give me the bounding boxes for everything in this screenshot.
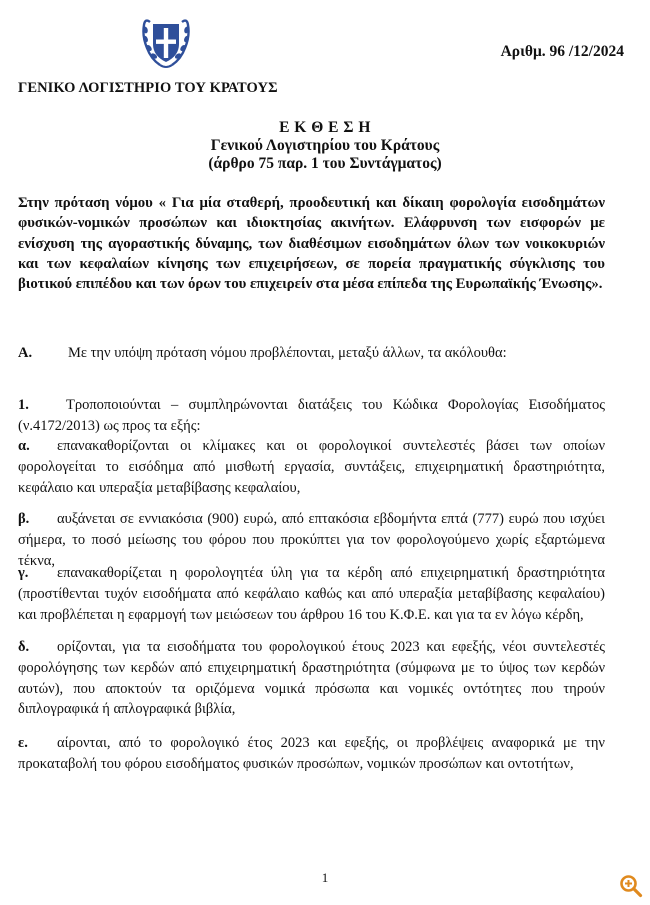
item-1-marker: 1. bbox=[18, 397, 29, 413]
page-number: 1 bbox=[321, 870, 329, 885]
report-title-block bbox=[0, 119, 650, 173]
list-item-marker: γ. bbox=[18, 565, 29, 581]
item-1-text: Τροποποιούνται – συμπληρώνονται διατάξεις του Κώδικα Φορολογίας Εισοδήματος (ν.4172/2013) ως προς τα εξής: bbox=[18, 397, 605, 434]
list-item-gamma bbox=[18, 563, 605, 625]
list-item-marker: α. bbox=[18, 438, 30, 454]
list-item-marker: β. bbox=[18, 511, 30, 527]
list-item-marker: δ. bbox=[18, 639, 30, 655]
agency-name: ΓΕΝΙΚΟ ΛΟΓΙΣΤΗΡΙΟ ΤΟΥ ΚΡΑΤΟΥΣ bbox=[18, 80, 278, 96]
list-item-text: αίρονται, από το φορολογικό έτος 2023 και εφεξής, οι προβλέψεις αναφορικά με την προκαταβολή του φόρου εισοδήματος φυσικών προσώπων, νομικών προσώπων και οντοτήτων, bbox=[18, 735, 605, 772]
section-a-marker: Α. bbox=[18, 345, 33, 361]
reference-number: Αριθμ. 96 /12/2024 bbox=[500, 43, 624, 60]
list-item-marker: ε. bbox=[18, 735, 28, 751]
list-item-text: επανακαθορίζονται οι κλίμακες και οι φορολογικοί συντελεστές βάσει των οποίων φορολογείται το εισόδημα από μισθωτή εργασία, συντάξεις, επιχειρηματική δραστηριότητα, κεφάλαιο και υπεραξία μεταβίβασης κεφαλαίου, bbox=[18, 438, 605, 496]
report-subtitle: Γενικού Λογιστηρίου του Κράτους bbox=[210, 137, 440, 154]
list-item-alpha bbox=[18, 436, 605, 498]
list-item-text: επανακαθορίζεται η φορολογητέα ύλη για τα κέρδη από επιχειρηματική δραστηριότητα (προστίθενται τυχόν εισοδήματα από κεφάλαιο καθώς και από υπεραξία μεταβίβασης κεφαλαίου) και προβλέπεται η εφαρμογή των μειώσεων του άρθρου 16 του Κ.Φ.Ε. και για τα εν λόγω κέρδη, bbox=[18, 565, 605, 623]
constitution-article-reference: (άρθρο 75 παρ. 1 του Συντάγματος) bbox=[208, 155, 442, 172]
item-1 bbox=[18, 395, 605, 437]
report-title: Ε Κ Θ Ε Σ Η bbox=[279, 119, 371, 136]
section-a-text: Με την υπόψη πρόταση νόμου προβλέπονται, μεταξύ άλλων, τα ακόλουθα: bbox=[68, 345, 507, 361]
greek-coat-of-arms-icon bbox=[141, 16, 191, 70]
list-item-epsilon bbox=[18, 733, 605, 775]
zoom-magnifier-icon bbox=[619, 874, 643, 898]
list-item-delta bbox=[18, 637, 605, 720]
list-item-text: ορίζονται, για τα εισοδήματα του φορολογικού έτους 2023 και εφεξής, νέοι συντελεστές φορολόγησης των κερδών από επιχειρηματική δραστηριότητα (σύμφωνα με το ύψος των κερδών αυτών), που αποκτούν τα οριζόμενα νομικά πρόσωπα και νομικές οντότητες που τηρούν διπλογραφικά ή απλογραφικά βιβλία, bbox=[18, 639, 605, 718]
bill-description: Στην πρόταση νόμου « Για μία σταθερή, προοδευτική και δίκαιη φορολογία εισοδημάτων φυσικών-νομικών προσώπων και ιδιοκτησίας ακινήτων. Ελάφρυνση των εισφορών με ενίσχυση της αγοραστικής δύναμης, των διαθέσιμων εισοδημάτων όλων των νοικοκυριών και των κεφαλαίων κίνησης των επιχειρήσεων, σε πορεία πραγματικής σύγκλισης του βιοτικού επιπέδου και των όρων του επιχειρείν στα μέσα επίπεδα της Ευρωπαϊκής Ένωσης». bbox=[18, 195, 605, 293]
list-item-text: αυξάνεται σε εννιακόσια (900) ευρώ, από επτακόσια εβδομήντα επτά (777) ευρώ που ισχύει σήμερα, το ποσό μείωσης του φόρου που προκύπτει για τον φορολογούμενο χωρίς εξαρτώμενα τέκνα, bbox=[18, 511, 605, 569]
section-a bbox=[18, 343, 605, 364]
